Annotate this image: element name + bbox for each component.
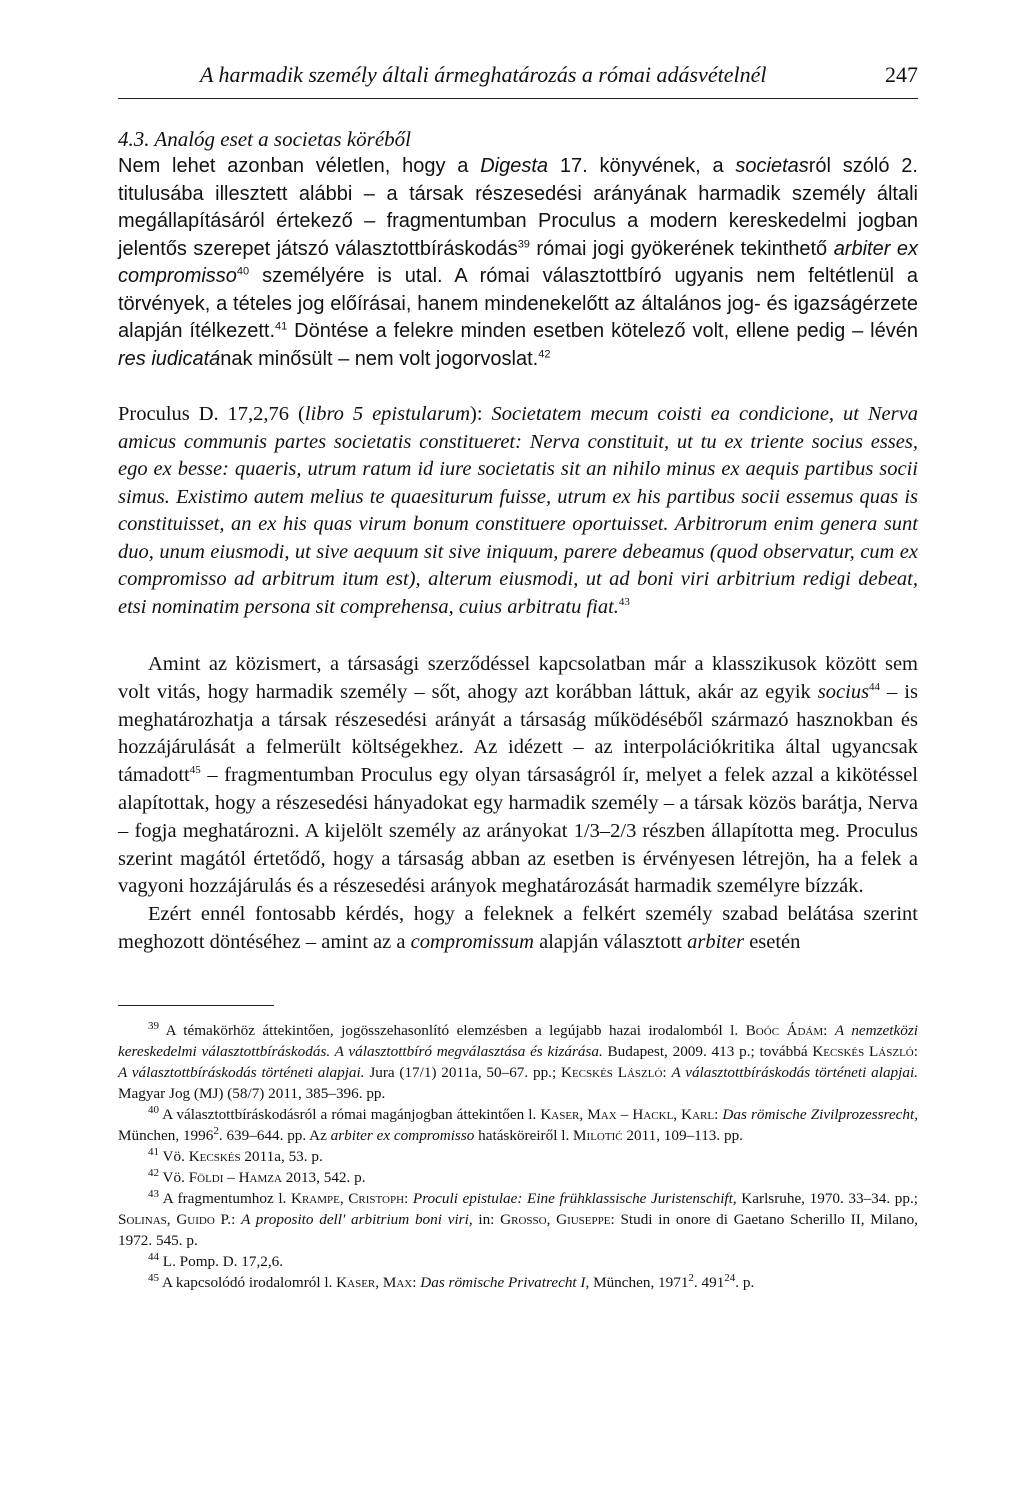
footnote-42 <box>118 1167 918 1188</box>
footnote-ref-42[interactable]: 42 <box>538 347 551 360</box>
edition-superscript: 2 <box>213 1124 219 1137</box>
footnote-number: 41 <box>148 1145 159 1158</box>
text-run: , in: <box>468 1210 501 1228</box>
work-title: Das römische Zivilprozessrecht <box>722 1105 915 1123</box>
footnote-41 <box>118 1146 918 1167</box>
author-name: Kecskés László <box>812 1042 914 1060</box>
paragraph-3 <box>118 901 918 957</box>
text-run: L. Pomp. D. 17,2,6. <box>159 1252 284 1270</box>
author-name: Krampe, Cristoph <box>290 1189 405 1207</box>
footnote-number: 40 <box>148 1103 159 1116</box>
text-run: A fragmentumhoz l. <box>159 1189 291 1207</box>
footnote-ref-41[interactable]: 41 <box>275 320 288 333</box>
running-header <box>118 62 918 99</box>
italic-run: res iudicatá <box>118 347 221 370</box>
text-run: , München, 1971 <box>585 1273 689 1291</box>
text-run: A témakörhöz áttekintően, jogösszehasonlító elemzésben a legújabb hazai irodalomból l. <box>159 1021 746 1039</box>
text-run: . p. <box>735 1273 755 1291</box>
author-name: Földi – Hamza <box>188 1168 282 1186</box>
author-name: Grosso, Giuseppe <box>500 1210 611 1228</box>
work-title: Das römische Privatrecht I <box>420 1273 586 1291</box>
text-run: alapján választott <box>533 930 688 953</box>
footnote-separator <box>118 1005 274 1006</box>
edition-superscript: 2 <box>688 1271 694 1284</box>
text-run: : Studi in onore di Gaetano Scherillo II, Milano, 1972. 545. p. <box>118 1210 918 1249</box>
footnote-45 <box>118 1272 918 1293</box>
text-run: Amint az közismert, a társasági szerződéssel kapcsolatban már a klasszikusok között sem volt vitás, hogy harmadik személy – sőt, ahogy azt korábban láttuk, akár az egyik <box>118 653 918 703</box>
footnote-ref-44[interactable]: 44 <box>869 680 881 693</box>
author-name: Kaser, Max <box>336 1273 413 1291</box>
text-run: : <box>662 1063 672 1081</box>
text-run: 2011, 109–113. pp. <box>622 1126 743 1144</box>
work-title: A nemzetközi kereskedelmi választottbíráskodás. A választottbíró megválasztása és kizárása. <box>118 1021 918 1060</box>
latin-quotation <box>118 401 918 621</box>
text-run: Budapest, 2009. 413 p.; továbbá <box>602 1042 813 1060</box>
author-name: Solinas, Guido P. <box>118 1210 232 1228</box>
author-name: Boóc Ádám <box>745 1021 824 1039</box>
footnote-number: 44 <box>148 1250 159 1263</box>
footnote-43 <box>118 1188 918 1251</box>
footnote-ref-43[interactable]: 43 <box>618 595 630 608</box>
italic-run: arbiter ex compromisso <box>330 1126 475 1144</box>
text-run: : <box>714 1105 723 1123</box>
footnote-44 <box>118 1251 918 1272</box>
text-run: Jura (17/1) 2011a, 50–67. pp.; <box>364 1063 561 1081</box>
text-run: Magyar Jog (MJ) (58/7) 2011, 385–396. pp. <box>118 1084 386 1102</box>
text-run: 2011a, 53. p. <box>240 1147 323 1165</box>
italic-run: arbiter ex compromisso <box>118 237 918 287</box>
text-run: személyére is utal. A római választottbíró ugyanis nem feltétlenül a törvények, a tételes jog előírásai, hanem mindenekelőtt az általános jog- és igazságérzete alapján ítélkezett. <box>118 265 918 342</box>
footnote-number: 45 <box>148 1271 159 1284</box>
text-run: , Karlsruhe, 1970. 33–34. pp.; <box>732 1189 919 1207</box>
running-title: A harmadik személy általi ármeghatározás a római adásvételnél <box>200 62 767 87</box>
author-name: Kecskés László <box>560 1063 663 1081</box>
italic-run: Societatem mecum coisti ea condicione, ut Nerva amicus communis partes societatis constitueret: Nerva constituit, ut tu ex triente socius esses, ego ex besse: quaeris, utrum ratum id iure societatis sit an nihilo minus ex aequis partibus socii simus. Existimo autem melius te quaesiturum fuisse, utrum ex his partibus socii essemus quas is constituisset, an ex his quas virum bonum constituere oportuisset. Arbitrorum enim genera sunt duo, unum eiusmodi, ut sive aequum sit sive iniquum, parere debeamus (quod observatur, cum ex compromisso ad arbitrum itum est), alterum eiusmodi, ut ad boni viri arbitrium redigi debeat, etsi nominatim persona sit comprehensa, cuius arbitratu fiat. <box>118 403 918 618</box>
section-heading: 4.3. Analóg eset a societas köréből <box>118 127 411 151</box>
author-name: Milotić <box>573 1126 623 1144</box>
work-title: A választottbíráskodás történeti alapjai. <box>118 1063 365 1081</box>
text-run: Döntése a felekre minden esetben kötelező volt, ellene pedig – lévén <box>287 320 918 342</box>
text-run: A választottbíráskodásról a római magánjogban áttekintően l. <box>159 1105 541 1123</box>
text-run: 17. könyvének, a <box>548 155 736 177</box>
text-run: nak minősült – nem volt jogorvoslat. <box>220 347 539 370</box>
author-name: Kaser, Max – Hackl, Karl <box>540 1105 715 1123</box>
work-title: A proposito dell' arbitrium boni viri <box>241 1210 469 1228</box>
text-run: ról szóló 2. titulusába illesztett alábbi – a társak részesedési arányának harmadik személy általi megállapításáról értekező – fragmentumban Proculus a modern kereskedelmi jogban jelentős szerepet játszó választottbíráskodás <box>118 155 918 260</box>
text-run: : <box>913 1042 918 1060</box>
author-name: Kecskés <box>188 1147 241 1165</box>
paragraph-2 <box>118 651 918 901</box>
text-run: Proculus D. 17,2,76 ( <box>118 403 305 425</box>
text-run: : <box>823 1021 835 1039</box>
work-title: Proculi epistulae: Eine frühklassische Juristenschift <box>412 1189 733 1207</box>
italic-run: arbiter <box>687 930 745 953</box>
text-run: : <box>404 1189 413 1207</box>
text-run: A kapcsolódó irodalomról l. <box>159 1273 337 1291</box>
footnote-ref-45[interactable]: 45 <box>189 764 201 777</box>
paragraph-1 <box>118 153 918 373</box>
text-run: – fragmentumban Proculus egy olyan társaságról ír, melyet a felek azzal a kikötéssel alapítottak, hogy a részesedési hányadokat egy harmadik személy – a társak közös barátja, Nerva – fogja meghatározni. A kijelölt személy az arányokat 1/3–2/3 részben állapította meg. Proculus szerint magától értetődő, hogy a társaság abban az esetben is érvényesen létrejön, ha a felek a vagyoni hozzájárulás és a részesedési arányok meghatározását harmadik személyre bízzák. <box>118 764 918 898</box>
footnote-ref-40[interactable]: 40 <box>236 265 250 278</box>
italic-run: compromissum <box>410 930 534 953</box>
text-run: ): <box>470 403 492 425</box>
text-run: . 491 <box>693 1273 725 1291</box>
text-run: Vö. <box>159 1147 189 1165</box>
page-number: 247 <box>885 62 918 87</box>
text-run: : <box>412 1273 421 1291</box>
page <box>118 62 918 1293</box>
text-run: . 639–644. pp. Az <box>218 1126 331 1144</box>
text-run: római jogi gyökerének tekinthető <box>529 237 834 260</box>
page-superscript: 24 <box>724 1271 736 1284</box>
text-run: esetén <box>744 930 801 953</box>
text-run: hatásköreiről l. <box>474 1126 574 1144</box>
text-run: Ezért ennél fontosabb kérdés, hogy a feleknek a felkért személy szabad belátása szerint meghozott döntéséhez – amint az a <box>118 903 918 953</box>
italic-run: Digesta <box>480 155 549 177</box>
italic-run: societas <box>735 155 809 177</box>
footnote-40 <box>118 1104 918 1146</box>
italic-run: libro 5 epistularum <box>304 403 471 425</box>
text-run: : <box>231 1210 242 1228</box>
text-run: – is meghatározhatja a társak részesedési arányát a társaság működéséből származó hasznokban és hozzájárulását a felmerült költségekhez. Az idézett – az interpolációkritika által ugyancsak támadott <box>118 680 918 787</box>
text-run: Vö. <box>159 1168 189 1186</box>
footnote-ref-39[interactable]: 39 <box>517 237 530 250</box>
footnote-39 <box>118 1020 918 1104</box>
text-run: , München, 1996 <box>118 1105 918 1144</box>
text-run: Nem lehet azonban véletlen, hogy a <box>118 155 481 177</box>
footnote-number: 39 <box>148 1019 159 1032</box>
footnote-number: 42 <box>148 1166 159 1179</box>
text-run: 2013, 542. p. <box>281 1168 366 1186</box>
footnote-number: 43 <box>148 1187 159 1200</box>
italic-run: socius <box>817 680 870 703</box>
work-title: A választottbíráskodás történeti alapjai. <box>671 1063 918 1081</box>
